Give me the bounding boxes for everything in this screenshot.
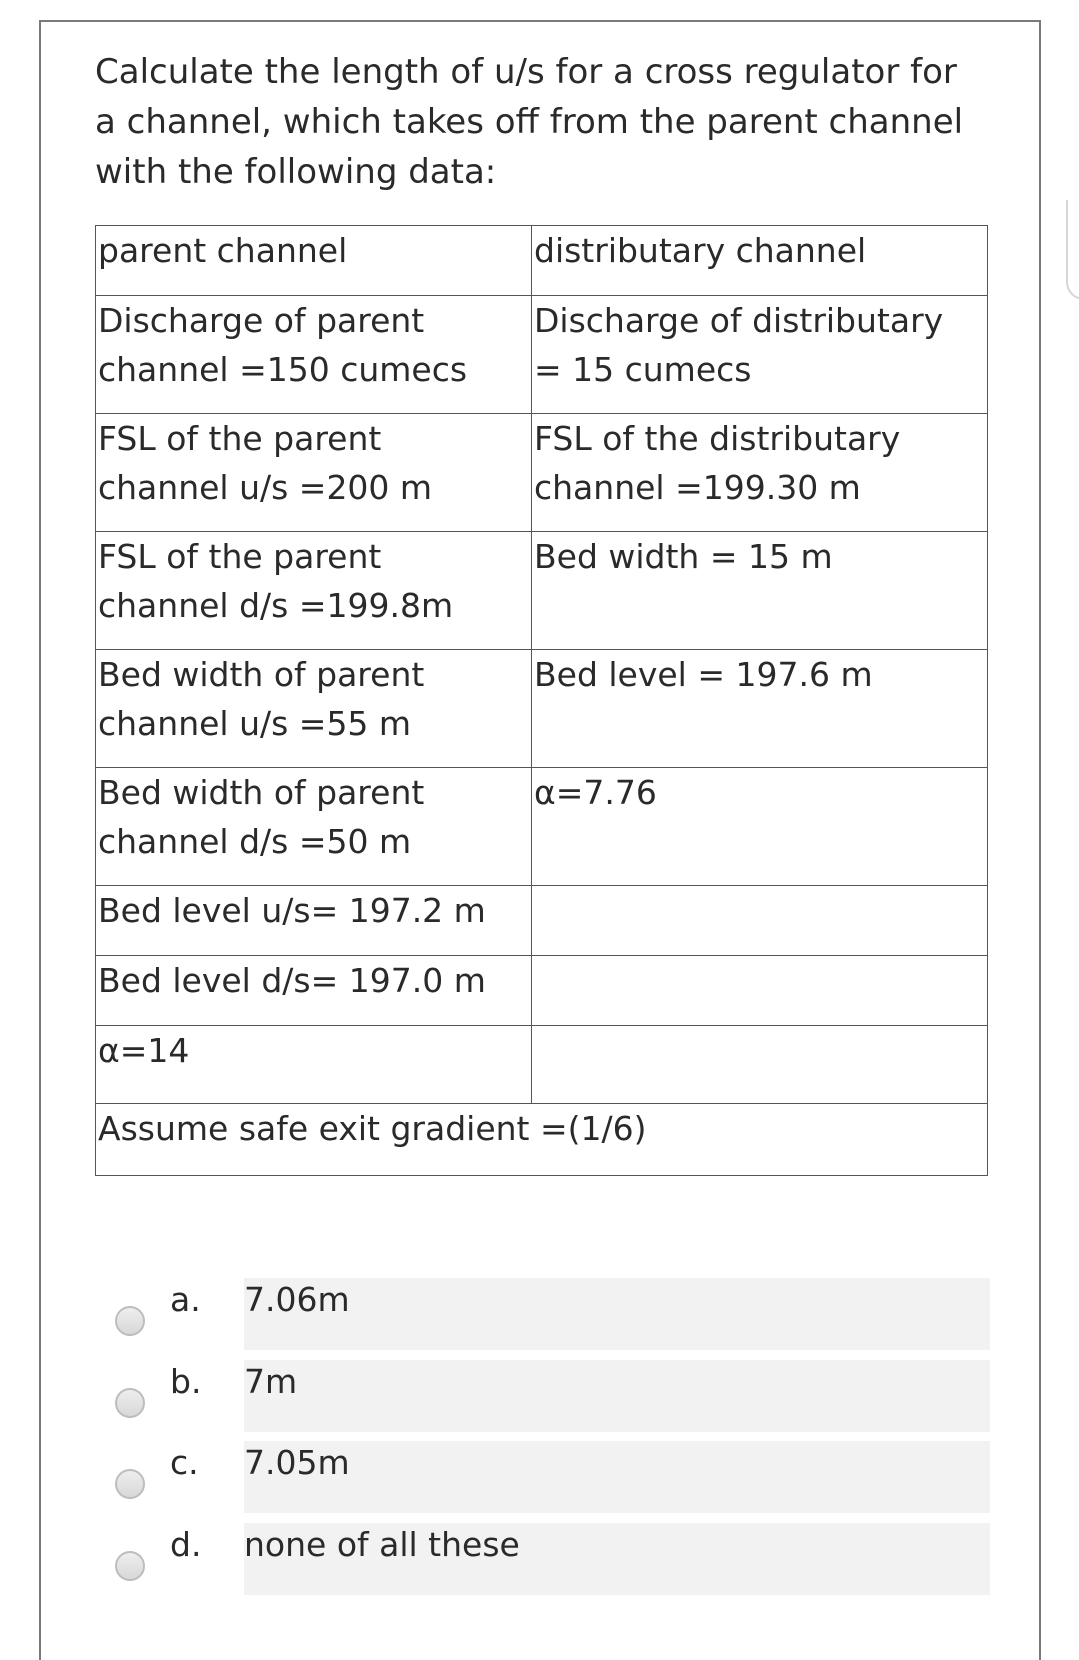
cell-line: Discharge of distributary: [534, 301, 944, 340]
question-text: [95, 47, 995, 197]
table-row: [96, 414, 988, 532]
option-c[interactable]: [115, 1441, 990, 1513]
cell-line: Bed width of parent: [98, 655, 425, 694]
header-distributary: distributary channel: [532, 226, 988, 296]
question-line: a channel, which takes off from the parent channel: [95, 102, 964, 142]
distributary-cell: [532, 886, 988, 956]
cell-line: FSL of the distributary: [534, 419, 901, 458]
cell-line: = 15 cumecs: [534, 350, 752, 389]
distributary-cell: [532, 1026, 988, 1104]
table-row: [96, 1026, 988, 1104]
cell-line: Bed width of parent: [98, 773, 425, 812]
distributary-cell: [532, 532, 988, 650]
parent-cell: [96, 532, 532, 650]
cell-line: channel d/s =199.8m: [98, 586, 454, 625]
header-parent: parent channel: [96, 226, 532, 296]
table-row: [96, 886, 988, 956]
cell-line: channel =150 cumecs: [98, 350, 468, 389]
question-line: Calculate the length of u/s for a cross regulator for: [95, 52, 957, 92]
cell-line: channel d/s =50 m: [98, 822, 412, 861]
option-letter: b.: [170, 1362, 202, 1401]
cell-line: Bed level = 197.6 m: [534, 655, 873, 694]
parent-cell: [96, 650, 532, 768]
table-header-row: [96, 226, 988, 296]
question-line: with the following data:: [95, 152, 497, 192]
parent-cell: [96, 1026, 532, 1104]
table-footer-row: [96, 1104, 988, 1176]
radio-button[interactable]: [115, 1551, 145, 1581]
cell-line: channel =199.30 m: [534, 468, 861, 507]
cell-line: Bed level d/s= 197.0 m: [98, 961, 486, 1000]
parent-cell: [96, 886, 532, 956]
cell-line: Bed width = 15 m: [534, 537, 833, 576]
distributary-cell: [532, 768, 988, 886]
table-row: [96, 956, 988, 1026]
cell-line: α=14: [98, 1031, 190, 1070]
option-box[interactable]: [244, 1360, 990, 1432]
radio-button[interactable]: [115, 1469, 145, 1499]
option-text: 7.06m: [244, 1280, 350, 1319]
option-letter: c.: [170, 1443, 199, 1482]
cell-line: Bed level u/s= 197.2 m: [98, 891, 486, 930]
cell-line: channel u/s =200 m: [98, 468, 433, 507]
option-letter: a.: [170, 1280, 201, 1319]
radio-button[interactable]: [115, 1388, 145, 1418]
distributary-cell: [532, 414, 988, 532]
option-a[interactable]: [115, 1278, 990, 1350]
table-row: [96, 296, 988, 414]
option-box[interactable]: [244, 1278, 990, 1350]
distributary-cell: [532, 296, 988, 414]
parent-cell: [96, 768, 532, 886]
table-row: [96, 532, 988, 650]
radio-button[interactable]: [115, 1306, 145, 1336]
data-table: [95, 225, 988, 1176]
cell-line: Discharge of parent: [98, 301, 425, 340]
scroll-edge-decoration: [1066, 200, 1079, 300]
parent-cell: [96, 296, 532, 414]
option-text: none of all these: [244, 1525, 520, 1564]
cell-line: α=7.76: [534, 773, 657, 812]
table-row: [96, 650, 988, 768]
option-d[interactable]: [115, 1523, 990, 1595]
option-letter: d.: [170, 1525, 202, 1564]
footer-cell: Assume safe exit gradient =(1/6): [96, 1104, 988, 1176]
distributary-cell: [532, 956, 988, 1026]
cell-line: channel u/s =55 m: [98, 704, 412, 743]
option-b[interactable]: [115, 1360, 990, 1432]
table-row: [96, 768, 988, 886]
distributary-cell: [532, 650, 988, 768]
option-box[interactable]: [244, 1441, 990, 1513]
cell-line: FSL of the parent: [98, 537, 382, 576]
option-text: 7m: [244, 1362, 298, 1401]
parent-cell: [96, 414, 532, 532]
option-text: 7.05m: [244, 1443, 350, 1482]
parent-cell: [96, 956, 532, 1026]
cell-line: FSL of the parent: [98, 419, 382, 458]
